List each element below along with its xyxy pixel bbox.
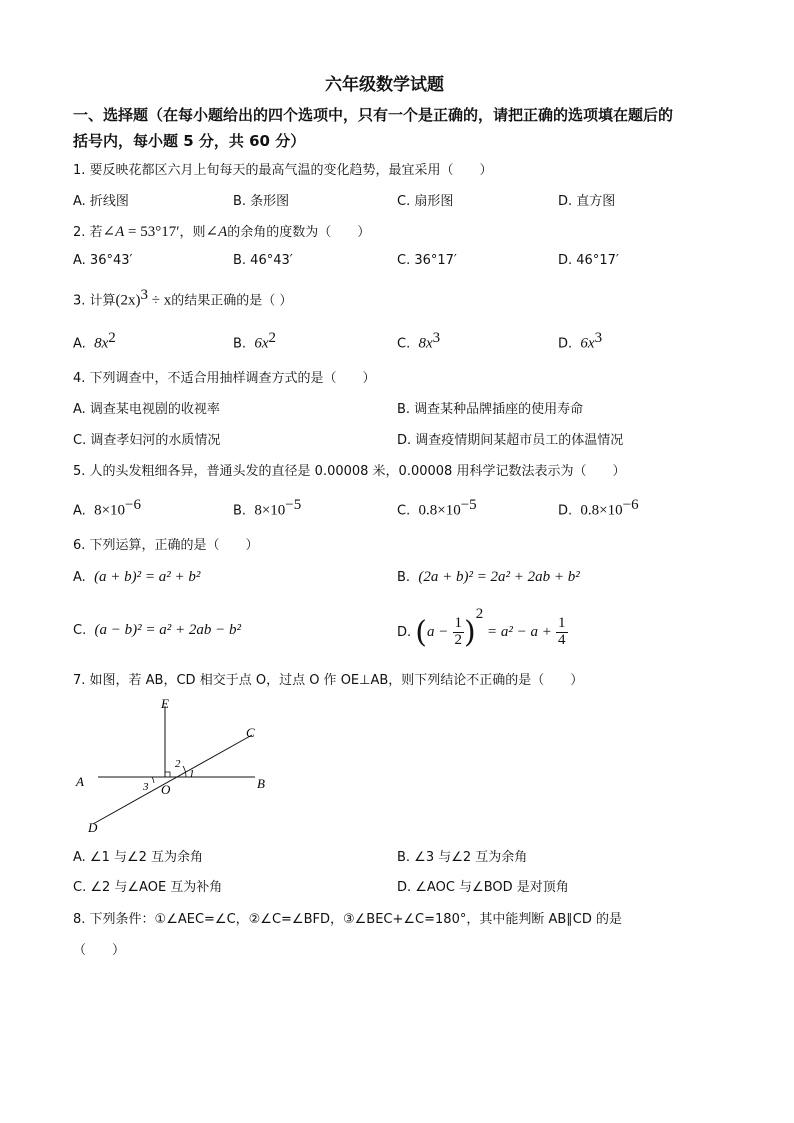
question-6-stem: 6. 下列运算，正确的是（ ） [73,538,259,553]
q2-post: 的余角的度数为（ ） [227,225,371,240]
question-2-stem [73,221,370,241]
label-o: O [161,782,171,797]
label-a: A [76,774,84,789]
label-angle-3: 3 [143,781,149,793]
label-b: B [257,776,265,791]
q2-option-d: D. 46°17′ [558,253,619,268]
q6-d-frac-quarter: $\frac{1}{4}$ [558,615,566,648]
q6-option-c: C. (a − b)² = a² + 2ab − b² [73,622,241,638]
q2-angle2: ∠A [205,224,228,240]
question-5-stem: 5. 人的头发粗细各异，普通头发的直径是 0.00008 米，0.00008 用科学记数法表示为（ ） [73,464,626,479]
line-cd [93,735,252,824]
q7-option-d: D. ∠AOC 与∠BOD 是对顶角 [397,880,569,895]
q3-option-d: D. $6x^3$ [558,330,603,352]
q4-option-a: A. 调查某电视剧的收视率 [73,402,220,417]
q6-option-b: B. (2a + b)² = 2a² + 2ab + b² [397,569,580,585]
q1-option-c: C. 扇形图 [397,194,454,209]
q3-exp: 3 [140,287,149,303]
label-e: E [161,696,169,711]
q4-option-b: B. 调查某种品牌插座的使用寿命 [397,402,584,417]
q5-option-c: C. $0.8\times 10^{-5}$ [397,497,477,519]
q2-angle: ∠A [102,224,125,240]
q2-option-c: C. 36°17′ [397,253,457,268]
q2-option-a: A. 36°43′ [73,253,133,268]
q3-option-c: C. $8x^3$ [397,330,441,352]
label-c: C [246,725,255,740]
q3-post: 的结果正确的是（ ） [171,293,293,309]
q3-option-a: A. $8x^2$ [73,330,116,352]
q3-option-b: B. $6x^2$ [233,330,276,352]
label-angle-1: 1 [189,768,195,780]
question-8-answer-paren: （ ） [73,943,126,958]
q1-option-a: A. 折线图 [73,194,129,209]
q6-option-d: D. (a − $\frac{1}{2}$ )$^2$ = a² − a + $\frac{1}{4}$ [397,606,566,650]
page-title: 六年级数学试题 [325,75,444,95]
q5-option-b: B. $8\times 10^{-5}$ [233,497,302,519]
q5-option-d: D. $0.8\times 10^{-6}$ [558,497,639,519]
q7-option-c: C. ∠2 与∠AOE 互为补角 [73,880,223,895]
q2-option-b: B. 46°43′ [233,253,293,268]
q3-expr-b: ÷ x [148,292,172,309]
label-angle-2: 2 [175,758,181,770]
q5-option-a: A. $8\times 10^{-6}$ [73,497,141,519]
question-8-stem: 8. 下列条件：①∠AEC=∠C，②∠C=∠BFD，③∠BEC+∠C=180°，其中能判断 AB∥CD 的是 [73,912,623,927]
q3-expr-a: (2x) [115,292,141,309]
section-heading-line2: 括号内，每小题 5 分，共 60 分） [73,132,306,150]
q7-geometry-figure [70,692,280,838]
question-1-stem: 1. 要反映花都区六月上旬每天的最高气温的变化趋势，最宜采用（ ） [73,163,493,178]
question-7-stem: 7. 如图，若 AB，CD 相交于点 O，过点 O 作 OE⊥AB，则下列结论不正确的是（ ） [73,673,584,688]
right-angle-mark [165,772,170,777]
q6-d-frac-half: $\frac{1}{2}$ [454,615,463,648]
q3-pre: 3. 计算 [73,293,116,309]
section-heading-line1: 一、选择题（在每小题给出的四个选项中，只有一个是正确的，请把正确的选项填在题后的 [73,106,674,124]
q1-option-d: D. 直方图 [558,194,616,209]
q4-option-c: C. 调查孝妇河的水质情况 [73,433,221,448]
question-4-stem: 4. 下列调查中，不适合用抽样调查方式的是（ ） [73,371,376,386]
label-d: D [88,820,98,835]
angle-1-arc [183,766,186,777]
q7-option-b: B. ∠3 与∠2 互为余角 [397,850,528,865]
q4-option-d: D. 调查疫情期间某超市员工的体温情况 [397,433,624,448]
q2-mid: ，则 [179,225,206,240]
question-3-stem [73,287,292,309]
q2-eq: = 53°17′ [124,224,180,240]
q7-option-a: A. ∠1 与∠2 互为余角 [73,850,204,865]
q6-option-a: A. (a + b)² = a² + b² [73,569,201,585]
angle-3-arc [152,777,154,783]
q2-pre: 2. 若 [73,225,103,240]
q1-option-b: B. 条形图 [233,194,290,209]
